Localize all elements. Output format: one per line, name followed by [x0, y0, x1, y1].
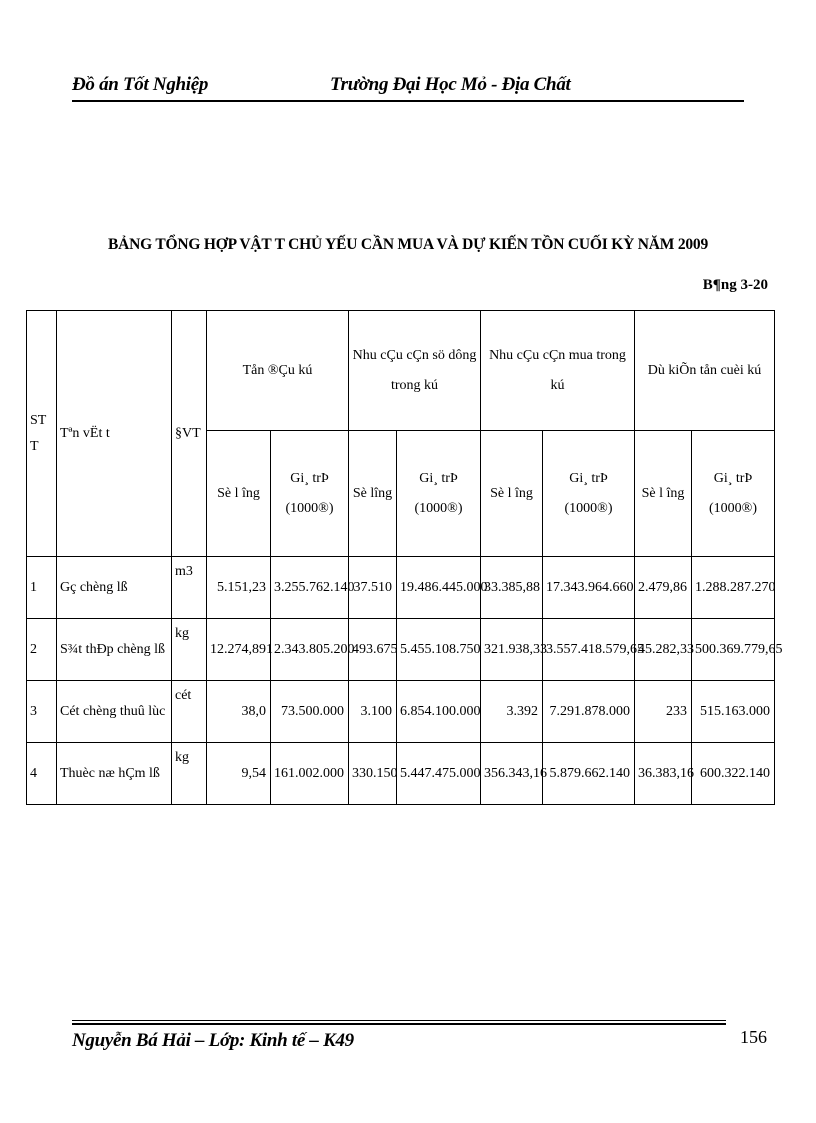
row-value-usage: 5.455.108.750 — [397, 619, 481, 681]
row-value-purchase: 7.291.878.000 — [543, 681, 635, 743]
header-closing-stock: Dù kiÕn tån cuèi kú — [635, 311, 775, 431]
table-row — [27, 619, 775, 681]
row-unit: kg — [172, 619, 207, 681]
row-value-purchase: 17.343.964.660 — [543, 557, 635, 619]
row-qty-usage: 330.150 — [349, 743, 397, 805]
row-value-closing: 515.163.000 — [692, 681, 775, 743]
row-qty-purchase: 356.343,16 — [481, 743, 543, 805]
row-qty-purchase: 321.938,33 — [481, 619, 543, 681]
header-stt: ST T — [27, 311, 57, 557]
table-number: B¶ng 3-20 — [702, 277, 768, 293]
row-value-closing: 500.369.779,65 — [692, 619, 775, 681]
table-row — [27, 681, 775, 743]
header-value-closing: Gi¸ trÞ (1000®) — [692, 431, 775, 557]
header-usage-demand: Nhu cÇu cÇn sö dông trong kú — [349, 311, 481, 431]
row-value-usage: 19.486.445.000 — [397, 557, 481, 619]
footer-rule-thick — [72, 1023, 726, 1025]
row-qty-usage: 37.510 — [349, 557, 397, 619]
footer-rule-thin — [72, 1020, 726, 1021]
row-qty-closing: 233 — [635, 681, 692, 743]
header-name: Tªn vËt t — [57, 311, 172, 557]
row-qty-opening: 9,54 — [207, 743, 271, 805]
row-unit: cét — [172, 681, 207, 743]
row-value-closing: 1.288.287.270 — [692, 557, 775, 619]
materials-table — [26, 310, 783, 805]
row-value-purchase: 5.879.662.140 — [543, 743, 635, 805]
table-row — [27, 557, 775, 619]
row-name: Thuèc næ hÇm lß — [57, 743, 172, 805]
row-qty-usage: 3.100 — [349, 681, 397, 743]
row-qty-closing: 36.383,16 — [635, 743, 692, 805]
row-qty-purchase: 33.385,88 — [481, 557, 543, 619]
header-qty-usage: Sè lîng — [349, 431, 397, 557]
row-stt: 1 — [27, 557, 57, 619]
header-qty-opening: Sè l îng — [207, 431, 271, 557]
header-value-opening: Gi¸ trÞ (1000®) — [271, 431, 349, 557]
header-document-type: Đồ án Tốt Nghiệp — [72, 74, 209, 95]
row-qty-opening: 38,0 — [207, 681, 271, 743]
row-stt: 3 — [27, 681, 57, 743]
table-header-row-1 — [27, 311, 775, 431]
row-value-usage: 5.447.475.000 — [397, 743, 481, 805]
row-value-usage: 6.854.100.000 — [397, 681, 481, 743]
header-qty-closing: Sè l îng — [635, 431, 692, 557]
header-university: Trường Đại Học Mỏ - Địa Chất — [330, 74, 571, 95]
footer-author: Nguyễn Bá Hải – Lớp: Kinh tế – K49 — [72, 1030, 354, 1051]
row-value-opening: 3.255.762.140 — [271, 557, 349, 619]
header-purchase-demand: Nhu cÇu cÇn mua trong kú — [481, 311, 635, 431]
header-unit: §VT — [172, 311, 207, 557]
row-unit: kg — [172, 743, 207, 805]
table-title: BẢNG TỔNG HỢP VẬT T CHỦ YẾU CẦN MUA VÀ DỰ KIẾN TỒN CUỐI KỲ NĂM 2009 — [107, 236, 709, 253]
header-value-usage: Gi¸ trÞ (1000®) — [397, 431, 481, 557]
row-value-opening: 73.500.000 — [271, 681, 349, 743]
row-qty-opening: 5.151,23 — [207, 557, 271, 619]
header-qty-purchase: Sè l îng — [481, 431, 543, 557]
row-qty-closing: 45.282,33 — [635, 619, 692, 681]
row-name: Gç chèng lß — [57, 557, 172, 619]
page-number: 156 — [740, 1027, 767, 1047]
row-stt: 2 — [27, 619, 57, 681]
row-unit: m3 — [172, 557, 207, 619]
row-qty-closing: 2.479,86 — [635, 557, 692, 619]
row-value-opening: 2.343.805.200 — [271, 619, 349, 681]
row-value-closing: 600.322.140 — [692, 743, 775, 805]
row-qty-opening: 12.274,891 — [207, 619, 271, 681]
row-qty-usage: 493.675 — [349, 619, 397, 681]
table-row — [27, 743, 775, 805]
row-value-purchase: 3.557.418.579,65 — [543, 619, 635, 681]
header-opening-stock: Tån ®Çu kú — [207, 311, 349, 431]
header-rule — [72, 100, 744, 102]
row-name: S¾t thÐp chèng lß — [57, 619, 172, 681]
header-value-purchase: Gi¸ trÞ (1000®) — [543, 431, 635, 557]
row-value-opening: 161.002.000 — [271, 743, 349, 805]
row-qty-purchase: 3.392 — [481, 681, 543, 743]
row-name: Cét chèng thuû lùc — [57, 681, 172, 743]
row-stt: 4 — [27, 743, 57, 805]
